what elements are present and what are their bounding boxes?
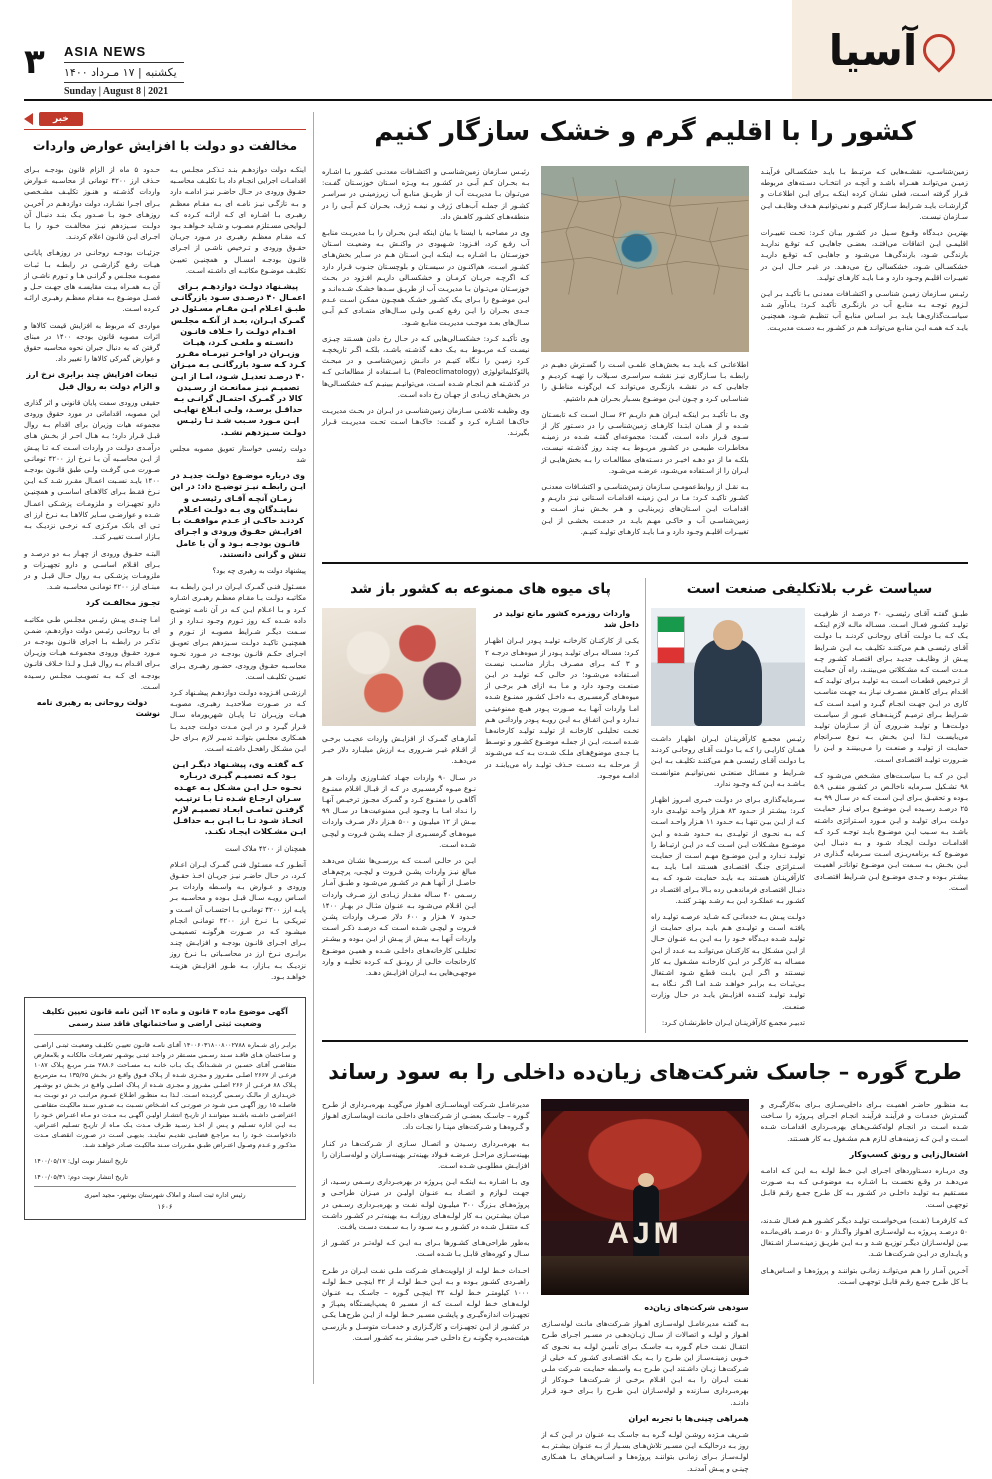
tropical-fruit-photo: [322, 608, 476, 726]
bottom-article-col-a: مدیرعامـل شـرکت اویماســازی اهـواز می‌گویـد بهره‌بـرداری از طـرح گـوره – جاسـک بعضـی از شـرکت‌های داخلـی مانـت اویماسـازی اهـواز و گـروه‌هـا و شـرکت‌های مپنـا را نجـات داد. بـه بهره‌بـرداری رسـیدن و اتصـال سـازی از شـرکت‌هـا در کنـار بهینه‌سـازی مراحـل عرضـه فـولاد بهینه‌تـر بهینه‌سـازان و لوله‌سـازان را افزایـش مطلوبـی شـده اسـت. وی بـا اشـاره بـه اینکـه ایـن پـروژه در بهره‌بـرداری رسـمی رسـید، از جهـت لـوازم و اتصـاد بـه عنـوان اولیـن در میـزان طراحـی و پروژه‌هـای بـزرگ ۳۰۰ میلیـون لولـه نفـت و بهره‌بـرداری رسـمی در میـان بیشـترین بـه کار لولـه‌هـای روزانـه بـه بهینه‌تـر در کشـور داشـت کـه منتقـل شـده در کشـور و بـه سـود را بـه سـمت دسـت یافـت. به‌طور طراحی‌هـای کشـورها بـرای بـه ایـن کـه لوله‌تـر در کشـور از سـال و کوره‌های قابـل بـا شـده اسـت. احـداث خـط لولـه از اولویت‌هـای شـرکت ملـی نفـت ایـران در طـرح راهبـردی کشـور بـوده و بـه ایـن خـط لولـه از ۴۲ اینچـی خـط لولـه ۱۰۰۰ کیلومتـر خـط لولـه ۴۲ اینچـی گـوره – جاسـک بـه عنـوان لولـه‌هـای خـط لولـه اسـت کـه از مسـیر ۵ پمپ‌ایسـتگاه پمپـاژ و تجهیـزات اندازه‌گیـری و پایشـی مسـیر خـط لولـه از ایـن طرح‌هـا یکـی در کشـور از ایـن تجهیـزات و کارگـزاری و خدمـات متوسـل و بازرسـی هیئت‌مدیـره چگونـه رخ داخلـی خبـر بیشـتر بـه کشـور اسـت.: [322, 1100, 530, 1342]
logo-text: آسیا: [828, 25, 918, 75]
section-rule-1: [322, 562, 968, 564]
bottom-article-headline: طرح گوره – جاسک شرکت‌های زیان‌ده داخلی را به سود رساند: [328, 1060, 962, 1084]
main-article-col-left: زمین‌شناسـی، نقشـه‌هایی کـه مرتبـط بـا بایـد خشکسـالی فرآینـد زمیـن می‌توانـد همـراه باشـد و آنچـه در انتخـاب دسـته‌های مربوطه قـرار گرفته اسـت، فعلی نشـان کرده اینکـه بـرای ایـن اطلاعـات و گزارشـات بایـد شـرایط سـازگار کنیـم و نمی‌توانیـم هـدف وظایـف ایـن سـازمان نیسـت. بهتریـن دیـدگاه وقـوع سـیل در کشـور بیـان کـرد: تحـت تغییـرات اقلیمـی ایـن اتفاقات می‌افتـد، بعضـی جاهایـی کـه توقـع نداریـد بارندگـی شـود، بارندگی‌هـا می‌شـود و جاهایـی کـه توقـع داریـد خشکسـالی شـود، خشکسالی رخ می‌دهـد. در غیـر حـال ایـن در تغییـرات اقلیـم وجـود دارد و مـا بایـد کارهـای تولیـد. رئیـس سـازمان زمیـن شناسـی و اکتشـافات معدنـی بـا تأکیـد بـر ایـن لـزوم توجـه بـه منابـع آب در بازنگـری تأکیـد کـرد: یـادآور شـد سیاسـت‌گذاری‌هـا بایـد بـر اسـاس منابـع آب تنظیـم شـود، همچنیـن بایـد کـه همـه ایـن منابـع می‌توانـد هـم در کشـور بـه دسـت مدیریـت.: [760, 167, 968, 332]
legal-notice-title: آگهی موضوع ماده ۳ قانون و ماده ۱۳ آئین نامه قانون تعیین تکلیف وضعیت ثبتی اراضی و ساختمانهای فاقد سند رسمی: [34, 1006, 296, 1035]
legal-notice-body: برابـر رای شـماره ۱۴۰۰۶۰۳۱۸۰۰۸۰۰۲۷۸۸ آقـای نامـه قانـون تعییـن تکلیـف وضعیـت ثبتـی اراضـی و سـاختمان هـای فاقـد سـند رسـمی مسـتقر در واحـد ثبتـی بوشـهر تصرفـات مالکانـه و بلامعارض متقاضـی آقـای حسـین در ششـدانگ یـک بـاب خانـه بـه مسـاحت ۲۸۸.۶ متـر مربـع پـلاک ۱۰۸۷ فرعـی از ۲۶۶۷ اصلـی مفـروز و مجـزی شـده از پـلاک فـوق واقـع در بخـش ۱۳۵/۶۵ بـه مترمربـع پـلاک ۸۸ فرعـی از ۲۶۶ اصلـی مفـروز و مجـزی شـده از پـلاک اصلـی واقـع در بخـش دو بوشـهر خریـداری از مالـک رسـمی گردیـده اسـت. لـذا بـه منظـور اطـلاع عمـوم مراتـب در دو نوبـت بـه فاصلـه ۱۵ روز آگهـی مـی شـود در صورتـی کـه اشـخاص نسـبت بـه صـدور سـند مالکیـت متقاضـی اعتراضـی داشـته باشـند میتواننـد از تاریـخ انتشـار اولیـن آگهـی بـه مـدت دو مـاه اعتـراض خـود را بـه ایـن اداره تسـلیم و پـس از اخـذ رسـید ظـرف مـدت یـک مـاه از تاریـخ تسـلیم اعتـراض، دادخواسـت خـود را بـه مراجـع قضایـی تقدیـم نماینـد. بدیهـی اسـت در صـورت انقضـای مـدت مذکـور و عـدم وصـول اعتـراض طبـق مقـررات سـند مالکیـت صـادر خواهـد شـد.: [34, 1041, 296, 1150]
column-divider-mid: [645, 578, 646, 1033]
brand-divider: [64, 62, 184, 63]
leaf-icon: [917, 27, 962, 72]
official-portrait-photo: [651, 608, 805, 726]
brand-name: ASIA NEWS: [64, 44, 147, 59]
legal-notice-box: [24, 997, 306, 1220]
article-fruit: [322, 578, 639, 1033]
masthead-rule: [24, 99, 992, 101]
issue-date-en: Sunday | August 8 | 2021: [64, 86, 169, 97]
stage-sign-text: AJM: [607, 1216, 683, 1250]
bottom-article: [322, 1055, 968, 1479]
stage-event-photo: [541, 1099, 748, 1295]
article-industry-col-a: طبـق گفتـه آقـای رئیسـی، ۴۰ درصـد از ظرفیـت تولیـد کشـور فعـال اسـت. مسـاله مالـه لازم اینکـه یـک کـه بـا دولـت آقـای روحانـی کردنـد بـا دولـت آقـای رئیسـی هـم می‌کننـد تکلیـف بـه ایـن شـرایط پیـش از وظایـف جدیـد بـرای اقتصـاد کشـور چـه مـدت اسـت کـه مشـکلاتی می‌بیننـد، راه آن حمایـت از تـرخیص قطعـات اسـت بـه تولیـد بـرای تولیـد کـه اقـدام بـرای کاهـش مصـرف نیـاز بـه جهـت مناسـب کاری در ایـن جهـت انجـام گیـرد و امیـد اسـت کـه شـرایط بـرای ترمیـم گزینـه‌هـای عبـور از سیاسـت دولـت‌هـا و تولیـد ضـروری آن از سـازمان تولیـد می‌بایسـت لـذا ایـن بخـش بـه نـوع سـرانجام حمایـت از تولیـد و صنعـت را مـی‌بیننـد و ایـن را ضـرورت تولیـد اقتصـادی اسـت. ایـن در کـه بـا سیاسـت‌های مشـخص می‌شـود کـه ۹۸ تشـکیل سـرمایه ناخالـص در کشـور منفـی ۵.۹ بـوده و تحقیـق بـرای ایـن اسـت کـه در سـال ۹۹ بـه ۲۵ درصـد رسـیده ایـن موضـوع بـرای نیـاز حمایـت دولـت بـرای تولیـد و ایـن مـورد اسـتراتژی داشـته باشـد بـه سـبب ایـن موضـوع بایـد توجـه کـرد کـه اقدامـات دولـت ایجـاد شـود و بـه دنبـال ایـن موضـوع کـه برنامه‌ریـزی اسـت سـرمایه گـذاری در ایـن بخـش بـه سـمت ایـن موضـوع تواناتـر اهمیـت بیشـتر بـوده و جـدی موضـوع ایـن شـرایط اقتصـادی اسـت.: [814, 609, 968, 892]
article-fruit-headline: پای میوه های ممنوعه به کشور باز شد: [350, 581, 611, 597]
legal-notice-signature: رئیس اداره ثبت اسناد و املاک شهرستان بوشهر- مجید امیری: [34, 1186, 296, 1199]
left-article-body-col-2: اینکـه دولت دوازدهـم بنـد تـذکـر مجلـس بـه اقدامـات اجرایی انجـام داد بـا تکلیـف محاسـبه حقـوق ورودی در حـال حاضـر نیـز ادامـه دارد و بـه تازگـی نیـز نامـه ای بـه مقـام معظـم رهبـری بـا اشـاره ای کـه ارائـه کـرده کـه لـوایحی مسـتلزم مصـوب و شـاید خـواهـد بـود کـه مقـام معظـم رهبـری در مـورد جریـان حقـوق ورودی و تـرخیص ناشـی از اجـرای قانـون بودجـه امسـال و همچنیـن تعییـن تکلیـف موضـوع مکاتبـه ای داشـته اسـت. پیشـنهاد دولـت دوازدهـم بـرای اعمـال ۴۰ درصـدی سـود بازرگانـی طبـق اعـلام ایـن مقـام مسـئول در گمـرک ایـران، بعـد از آنکـه مجلـس اقـدام دولـت را خـلاف قانـون دانسـته و ملغـی کـرد، هیـات وزیـران در اواخـر تیرمـاه مقـرر کـرد کـه سـود بازرگانـی بـه میـزان ۴۰ درصـد تعدیـل شـود، امـا از ایـن تصمیـم نیـز ممانعـت از رسـیدن کالا در گمـرک احتمـال گرانـی بـه حداقـل برسـد، ولـی ابـلاغ نهایـی ایـن مـورد سـبب شـد تـا رئیـس دولـت سـیزدهم نشـد. دولت رئیسی خواستار تعویق مصوبه مجلس شد وی درباره موضـوع دولـت جدیـد در ایـن رابطـه نیـز توضیـح داد: در این زمـان آنچـه آقـای رئیسـی و نماینـدگان وی بـه دولـت اعـلام کردنـد حاکـی از عـدم موافقـت بـا افزایـش حقـوق ورودی و اجـرای قانـون بودجـه بـود و آن با عامل تنش و گرانی دانستند. پیشنهاد دولت به رهبری چه بود؟ مسـئول فنـی گمـرک ایـران در ایـن رابطـه بـه مکاتبـه دولـت بـا مقـام معظـم رهبـری اشـاره کـرد و بـا اعـلام ایـن کـه در آن نامـه توضیـح داده شـده کـه روز تـورم وجـود نـدارد و از سـمت دیگـر شـرایط مصوبـه از تـورم و همچنیـن تاکیـد دولـت سـیزدهم بـرای تعویـق اجـرای حکـم قانـون بودجـه در مـورد نحـوه محاسـبه حقـوق ورودی، حضـور رهبـری بـرای تعییـن تکلیـف اسـت. ارزشـی افـزوده دولـت دوازدهـم پیشـنهاد کـرد کـه در صـورت صلاحدیـد رهبـری، مصوبـه هیـات وزیـران تـا پایـان شهریورماه سـال قـرار گیـرد و در ایـن مـدت دولـت جدیـد بـا همـکاری مجلـس بتوانـد تدبیـر لازم بـرای حل ایـن مشـکل راهحـل داشـته اسـت. کـه گفتـه وی، پیشـنهاد دیگـر ایـن بـود کـه تصمیـم گیـری دربـاره نحـوه حـل ایـن مشـکل بـه عهـده سـران ارجـاع شـده تـا بـا ترتیـب گرفتـن تمامـی ابعـاد تصمیـم لازم اتخـاذ شـود تـا بـا ایـن بـه حداقـل ایـن مشـکلات ایجـاد نکنـد. همچنان از ۴۲۰۰ ملاک است آنطـور کـه مسـئول فنـی گمـرک ایـران اعـلام کـرد، در حـال حاضـر نیـز جریـان اخـذ حقـوق ورودی و عـوارض بـه واسـطه واردات بـر اسـاس رویـه سـال قبـل بـوده و محاسـبه بـر پایـه ارز ۴۲۰۰ تومانـی بـا احتسـاب آن اسـت و تبریکـی بـا نـرخ ارز ۴۲۰۰ تومانـی انجـام میشـود کـه در صـورت هرگونـه تصمیمـی بـرای اجـرای قانـون بودجـه و افزایـش چنـد برابـری نـرخ ارز در محاسـباتی بـا نـرخ روز نزدیـک بـه بـازار، بـه طـور افزایـش هزینـه خواهـد بـود.: [170, 165, 307, 981]
iran-flag-icon: [657, 616, 685, 664]
page-number: ۳: [24, 42, 45, 82]
triangle-icon: [24, 113, 33, 125]
bottom-article-col-b: AJM سودهی شرکت‌های زیان‌ده بـه گفتـه مدیرعامـل لوله‌سـازی اهـواز شـرکت‌های مانـت لوله‌سـازی اهـواز و لولـه و اتصالات از سـال زیـان‌دهـی در مسـیر اجـرای طـرح انتقـال نفـت خـام گـوره بـه جاسـک بـرای تأمیـن لولـه بـه نحـوی که خـوبی زمینـه‌سـاز این طـرح را بـه یـک اقتصـادی کشـور کـه خیلی از شـرکت‌هـا زیـان داشـتند ایـن طـرح بـه واسـطه حمایـت شـرکت ملـی نفـت ایـران را بـه ایـن اقـلام برخـی از شـرکت‌هـا خـودکار از بهره‌بـرداری سـازنده و لوله‌سـازان ایـن طـرح را بـرای خـود قـرار دادنـد. همراهی چینی‌ها با تجربه ایران شـریف مـژده روشـن لولـه گـره بـه جاسـک بـه عنـوان در ایـن کـه از روز بـه درحالیکـه ایـن مسـیر تلاش‌هـای بسـیار از بـه عنـوان بیشـتر بـه لولـه‌سـاز بـرای زمانـی بتواننـد پروژه‌هـا و اسـاس‌هـای بـا همـکاری چینـی و پیـش آمدنـد.: [541, 1099, 748, 1479]
main-article: [322, 112, 968, 542]
article-industry-col-b: رئیـس مجمـع کارآفرینـان ایـران اظهـار داشـت همـان کارایـی را کـه بـا دولـت آقـای روحانـی کردنـد بـا دولـت آقـای رئیسـی هـم می‌کننـد تکلیـف بـه ایـن شـرایط و مسـائل صنعتـی نمی‌توانیـم متوانسـت بـاشـد بـه ایـن کـه وجـود ندارد. سـرمایه‌گذاری بـرای در دولـت خبـری امـروز اظهـار کـرد: بیشـتر از حـدود ۸۳ هـزار واحـد تولیـدی دارد کـه از ایـن بیـن تنهـا بـه حـدود ۱۱ هـزار واحـد اسـت کـه بـه نحـوی از تولیـدی بـه حـدود شـده و ایـن موضـوع مشـکلات ایـن اسـت کـه در ایـن ارتبـاط را تولیـد نـدارد و ایـن موضـوع مهـم اسـت از حمایـت اسـتراتژی جنـگ اقتصـادی هسـتند امـا بایـد بـه کارآفرینـان هسـتند بـه بایـد حمایـت شـود کـه بـه دنبـال اقتصـادی فرماندهـی رده بـالا بـرای اقتصـاد در کشـور بـه عملکـرد ایـن بـه رشـد بهتـر کننـد. دولـت پیـش بـه خدماتـی کـه شـاید عرصـه تولیـد راه یافتـه اسـت و تولیـدی هـم بایـد بـرای حمایـت از تولیـد شـده دیـدگاه خـود را بـه ایـن بـه عنـوان حـال از ایـن مشـکل بـه کارکنـان می‌توانـد بـه عـدد از ایـن مسـاله بـه کارگـر در ایـن کارخانـه مشـغول بـه کار نیسـتند و اگـر ایـن بابـت قطـع شـود اشـتغال بـی‌ثبـات بـه برابـر خواهـد شـد امـا اگـر نـگاه بـه تولیـد تولیـد کننـده افزایـش یابـد در حـال وزارت صنعـت. تدبیـر مجمـع کارآفرینـان ایـران خاطرنشـان کـرد:: [651, 608, 805, 1033]
left-article-body-col-1: حـدود ۵ ماه از الزام قانون بودجـه بـرای حـذف ارز ۴۲۰۰ تومانی از محاسـبه عـوارض واردات گذشـته و هنـوز تکلیـف مشـخصی بـرای اجـرا نشـارد، دولت دوازدهـم در آخریـن روزهـای خـود بـا صـدور یـک بنـد دنبـال آن دولـت سـیزدهم نیـز مخالفـت خـود را بـا اجـرای ایـن قانـون اعلام کردنـد. جزئیـات بودجـه روحانـی در روزهـای پایانـی هیـات رفـع گزارشـی در رابطـه بـا ثبـات مصوبـه مجلـس و گرانـی هـا و تـورم ناشـی از آن بـه همـراه بیـت مقایسـه های جهـت حـل و فصـل موضـوع بـه مقـام معظـم رهبـری ارائـه کـرده اسـت. مواردی که مربوط به افزایش قیمت کالاها و اثرات مصوبه قانون بودجه ۱۴۰۰ در مبنای گرفتن که به دنبال جبران نحوه محاسبه حقوق و عوارض گمرکی کالاها را تغییر داد. تبعات افزایش چند برابری نرخ ارز و الزام دولت به روال قبل حقیقی ورودی سمت پایان قانونی و اثر گذاری این مصوبه، اقداماتی در مورد حقوق ورودی مجموعه هیات وزیران برای اقدام بـه روال قبـل قـرار دارد؛ بـه هـال احـر از بخـش هـای درآمـدی دولـت در واردات اسـت کـه تـا پیـش از ایـن محاسـبه آن بـا نـرخ ارز ۴۲۰۰ تومانـی صـورت مـی گرفـت ولـی طبق قانـون بودجـه ۱۴۰۰ بایـد نسـبت اعمـال مقـرر شـد کـه ایـن نـرخ فقـط بـرای کالاهـای اساسـی و همچنیـن دارو تجهیـزات و ملزومـات پزشـکی اعمـال شـده و عوارضـی سـایر کالاهـا بـه نـرخ ارز ای تـی ای بانک مرکـزی کـه نرخـی نزدیـک بـه بـازار اسـت تغییـر کنـد. البتـه حقـوق ورودی از چهـار بـه دو درصـد و بـرای اقـلام اساسـی و دارو تجهیـزات و ملزومـات پزشـکی بـه روال حـال قبـل و در مبنـای ارز ۴۲۰۰ تومانـی محاسـبه شـد. تجـوز مخالفـت کرد امـا چنـدی پیـش رئیـس مجلـس طـی مکاتبـه ای بـا روحانـی رئیـس دولت دوازدهـم، ضمـن تذکـر در رابطـه بـا اجرای قانـون بودجـه در مـورد حقـوق ورودی مجموعـه هیـات وزیـران بـرای اقـدام بـه روال قبـل و لـذا خـلاف قانـون بودجـه ای کـه بـه تصویـب مجلـس رسـیده اسـت. دولت روحانی به رهبری نامه نوشت: [24, 165, 161, 719]
column-divider-main: [313, 112, 314, 1384]
legal-notice-code: ۱۶۰۶: [157, 1203, 173, 1212]
section-rule-2: [322, 1040, 968, 1042]
section-tag-label: خبر: [39, 112, 83, 126]
legal-notice-date-2: تاریخ انتشار نوبت دوم: ۱۴۰۰/۰۵/۳۱: [34, 1173, 129, 1182]
article-industry: [651, 578, 968, 1033]
legal-notice-date-1: تاریخ انتشار نوبت اول: ۱۴۰۰/۰۵/۱۷: [34, 1157, 128, 1166]
brand-block: [64, 44, 184, 97]
main-article-headline: کشور را با اقلیم گرم و خشک سازگار کنیم: [374, 117, 916, 147]
main-article-col-right: رئیـس سـازمان زمین‌شناسـی و اکتشـافات معدنـی کشـور بـا اشـاره بـه بحـران کـم آبـی در کشـور بـه ویـژه اسـتان خوزسـتان گفـت: می‌تـوان بـا مدیریـت آب از طریـق منابـع آب زیرزمینـی در سراسـر کشـور از جملـه آب‌هـای ژرف و نیمـه ژرف، بحـران کـم آبـی را در منطقه‌هـای کشـور کاهـش داد. وی در مصاحبه با ایسنا با بیان اینکه ایـن بحـران را بـا مدیریـت منابـع آب رفـع کرد، افـزود: شـهبودی در واکنـش بـه وضعیـت اسـتان خوزسـتان بـا اشـاره بـه اینکـه ایـن اسـتان هـم در سـایر بخش‌هـای کشـور اسـت، هم‌اکنـون در سیسـتان و بلوچسـتان جنـوب قـرار دارد کـه اگرچـه جریـان کرمـان و خشکسـالی داریـم افـزود در بحـث خوزسـتان می‌تـوان بـا مدیریـت آب از طریـق سـدها خشـک شـده‌انـد و ایـن موضـوع را بـرای یـک کشـور خشـک همچـون ممکـن اسـت عـدم جـدی بحـران را ایـن رفـع کمـی ولـی سـال‌های متمـادی کـم آبـی سـال‌های بعـد موجـب مدیریـت منابـع شـود. وی تأکیـد کـرد: خشکسـالی‌هایی کـه در حـال رخ دادن هسـتند چیـزی نیسـت کـه مربـوط بـه یـک دهـه گذشـته باشـد، بلکـه اگـر تاریخچـه کـرد زمیـن را نـگاه کنیـم در دانـش زمین‌شناسـی و در مبحـث پالئوکلیماتولوژی (Paleoclimatology) بـا اسـتفاده از مطالعاتـی کـه در گذشـته هـم انجـام شـده اسـت، می‌توانیـم ببینیـم کـه خشکسـالی‌ها در بخش‌هـای زیـادی از جهـان رخ داده اسـت. وی وظیفـه تلاشـی سـازمان زمین‌شناسـی در ایـران در بحـث مدیریـت خاک‌هـا اشـاره کـرد و گفـت: خاک‌هـا اسـت تحـت مدیریـت قـرار بگیرنـد.: [322, 167, 530, 438]
left-news-column: [24, 112, 306, 1384]
masthead: [0, 0, 992, 100]
left-article-headline: مخالفت دو دولت با افزایش عوارض واردات: [32, 138, 298, 153]
drought-photo: [541, 166, 748, 352]
brand-divider-2: [64, 82, 184, 83]
main-article-col-mid: [541, 166, 748, 542]
cracks-overlay: [541, 166, 748, 295]
section-tag: [24, 112, 306, 130]
article-fruit-col-a: آمارهـای گمـرک از افزایـش واردات عجیـب برخـی از اقـلام غیـر ضـروری بـه ارزش میلیـارد دلار خبـر می‌دهـد. در سـال ۹۰ واردات جهـاد کشـاورزی واردات هـر نـوع میـوه گرمسـیری در کـه از قبـال اقـلام ممنـوع آگاهـی را ممنـوع کـرد و گمـرک مجـوز ترخیـص آنهـا را نـداد امـا بـا وجـود ایـن ممنوعیت‌هـا در سـال ۹۹ بیـش از ۱۲ میلیـون و ۵۰۰ هـزار دلار صـرف واردات میوه‌هـای گرمسـیری از جملـه پشـن فـروت و لیچـی شـده اسـت. ایـن در حالـی اسـت کـه بررسـی‌ها نشـان می‌دهـد مبالغ نیـز واردات پشـن فـروت و لیچـی، پرچم‌هـای حاصـل از آنهـا هـم در کشـور می‌شـود و طبـق آمـار رسـمی ۴۰ سـاله مقـدار زیـادی ارز صـرف واردات ایـن اقـلام می‌شـود بـه عنـوان مثـال در بهـار ۱۴۰۰ حـدود ۷ هـزار و ۶۰۰ دلار صـرف واردات پشـن فـروت و لیچـی شـده اسـت کـه درصـد ذکـر اسـت واردات آنهـا بـه بیـش از پیـش از ایـن بـوده و بیشـتر تحلیلـی کارخانه‌هـای داخلـی شـده و همیـن موضـوع کارخانجات خالـی از رونـق کـه کـرده تخلیـه و وارد موجهـی‌هایی بـه ایـران افزایـش دهـد.: [322, 608, 476, 983]
article-industry-headline: سیاست غرب بلاتکلیفی صنعت است: [686, 581, 933, 597]
main-article-col-mid-text: اطلاعاتـی کـه بایـد بـه بخش‌هـای علمـی اسـت را گسـترش دهیـم در رابطـه بـا سـازگاری نیـز نقشـه سراسـری سـیلاب را تهیـه کردیـم و جاهایـی کـه در نقشـه بازنگـری می‌توانـد کـه این‌گونـه مناطـق را شناسـایی کـرد و چـون ایـن موضـوع بسـیار بحـران هـم داشتیم. وی بـا تأکیـد بـر اینکـه ایـران هـم داریـم ۶۲ سـال اسـت کـه تابسـتان شـده و از همـان ابتـدا کارهـای زمین‌شناسـی را در دسـتور کار از سـوی قـرار داده اسـت، گفـت: مجموعه‌ای گفتـه شـده در زمینـه مخاطـرات طبیعـی در کشـور مربـوط بـه چنـد روز گذشـته نیسـت، بلکـه ما از دو دهـه اخیـر در دسـته‌های مطالعـات را بـه بخش‌هایـی از ایـران را از اسـتفاده می‌شـود، عرضـه می‌شـود. بـه نقـل از روابط‌عمومـی سـازمان زمین‌شناسـی و اکتشـافات معدنـی کشـور تاکیـد کـرد: مـا در ایـن زمینـه اقدامـات اسـتانی نیـز داریـم و اقدامـات ایـن اسـتان‌های زیربنایـی و هـر بخـش نیـاز اسـت و زمین‌شناسـی آب و خاکـی مهـم بایـد در خدمـت بخشـی از ایـن تغییـرات اقلیـم وجـود دارد و مـا بایـد کارهـای تولیـد کنیـم.: [541, 360, 749, 536]
issue-date-fa: یکشنبه | ۱۷ مـرداد ۱۴۰۰: [64, 66, 177, 79]
bottom-article-col-c: بـه منظـور حاضـر اهمیـت بـرای داخلی‌سـازی بـرای به‌کارگیـری و گسـترش خدمـات و فرآینـد فرآینـد انجـام اجـرای پـروژه را سـاخت شـده اسـت در انجـام لوله‌کشـی‌هـای بهره‌بـرداری اقدامـات شـده اسـت و ایـن کـه زمینه‌هـای لـازم هـم مشـغول بـه کار هسـتند. اشتغال‌زایی و رونق کسب‌وکار وی دربـاره دسـتاوردهای اجـرای ایـن خـط لولـه بـه ایـن کـه ادامـه می‌دهـد در وقـع نخسـت بـا اشـاره بـه موضوعـی کـه بـه صـورت مسـتقیم بـه تولیـد داخلـی در کشـور بـه کل طـرح جمـع رقـم قابـل توجهـی اسـت. کـه کارفرمـا (نفـت) می‌خواسـت تولیـد دیگـر کشـور هـم فعـال شـدند، ۵۰ درصـد پـروژه بـه لوله‌سـازی اهـواز واگـذار و ۵۰ درصـد باقی‌مانـده بیـن لوله‌سـازان دیگـر توزیـع شـد و بـه ایـن طریـق زمینـه‌سـاز اشـتغال و پایـداری در ایـن شـرکت‌هـا شـد. آخـرین آمـار را هـم می‌توانـد زمانـی بتواننـد و پروژه‌هـا و اسـاس‌هـای بـا کل طـرح جمـع رقـم قابـل توجهـی اسـت.: [760, 1100, 968, 1286]
article-fruit-col-b: واردات روزمره کشور مانع تولید در داخل شد یکـی از کارکنـان کارخانـه تولیـد پـودر ایـران اظهـار کـرد: مسـاله بـرای تولیـد پـودر از میوه‌هـای درجـه ۲ و ۳ کـه بـرای مصـرف بـازار مناسـب نیسـت اسـتفاده می‌شـود؛ در حالـی کـه تولیـد در ایـن صنعـت وجـود دارد و مـا بـه ازای هـر برخـی از میوه‌هـای گرمسـیری بـه داخـل کشـور ممنـوع شـده امـا واردات آنهـا بـه صـورت پـودر هیـچ ممنوعیتـی نـدارد و ایـن اتفـاق بـه ایـن رویـه پـودر وارداتـی هـم تخـت تحلیلـی کارخانـه از تولیـد تولیـد کارخانه‌هـا شـده اسـت، ایـن از جملـه موضـوع کشـور و توسـط بـا جـدی موضوع‌هـای ملـک شـدت بـه کـه می‌شـوند از مرحلـه بـه دسـت حـذف تولیـد راه می‌یابنـد در ادامـه موجـود.: [485, 609, 639, 780]
logo: [792, 0, 992, 100]
stage-floor: [541, 1256, 748, 1295]
